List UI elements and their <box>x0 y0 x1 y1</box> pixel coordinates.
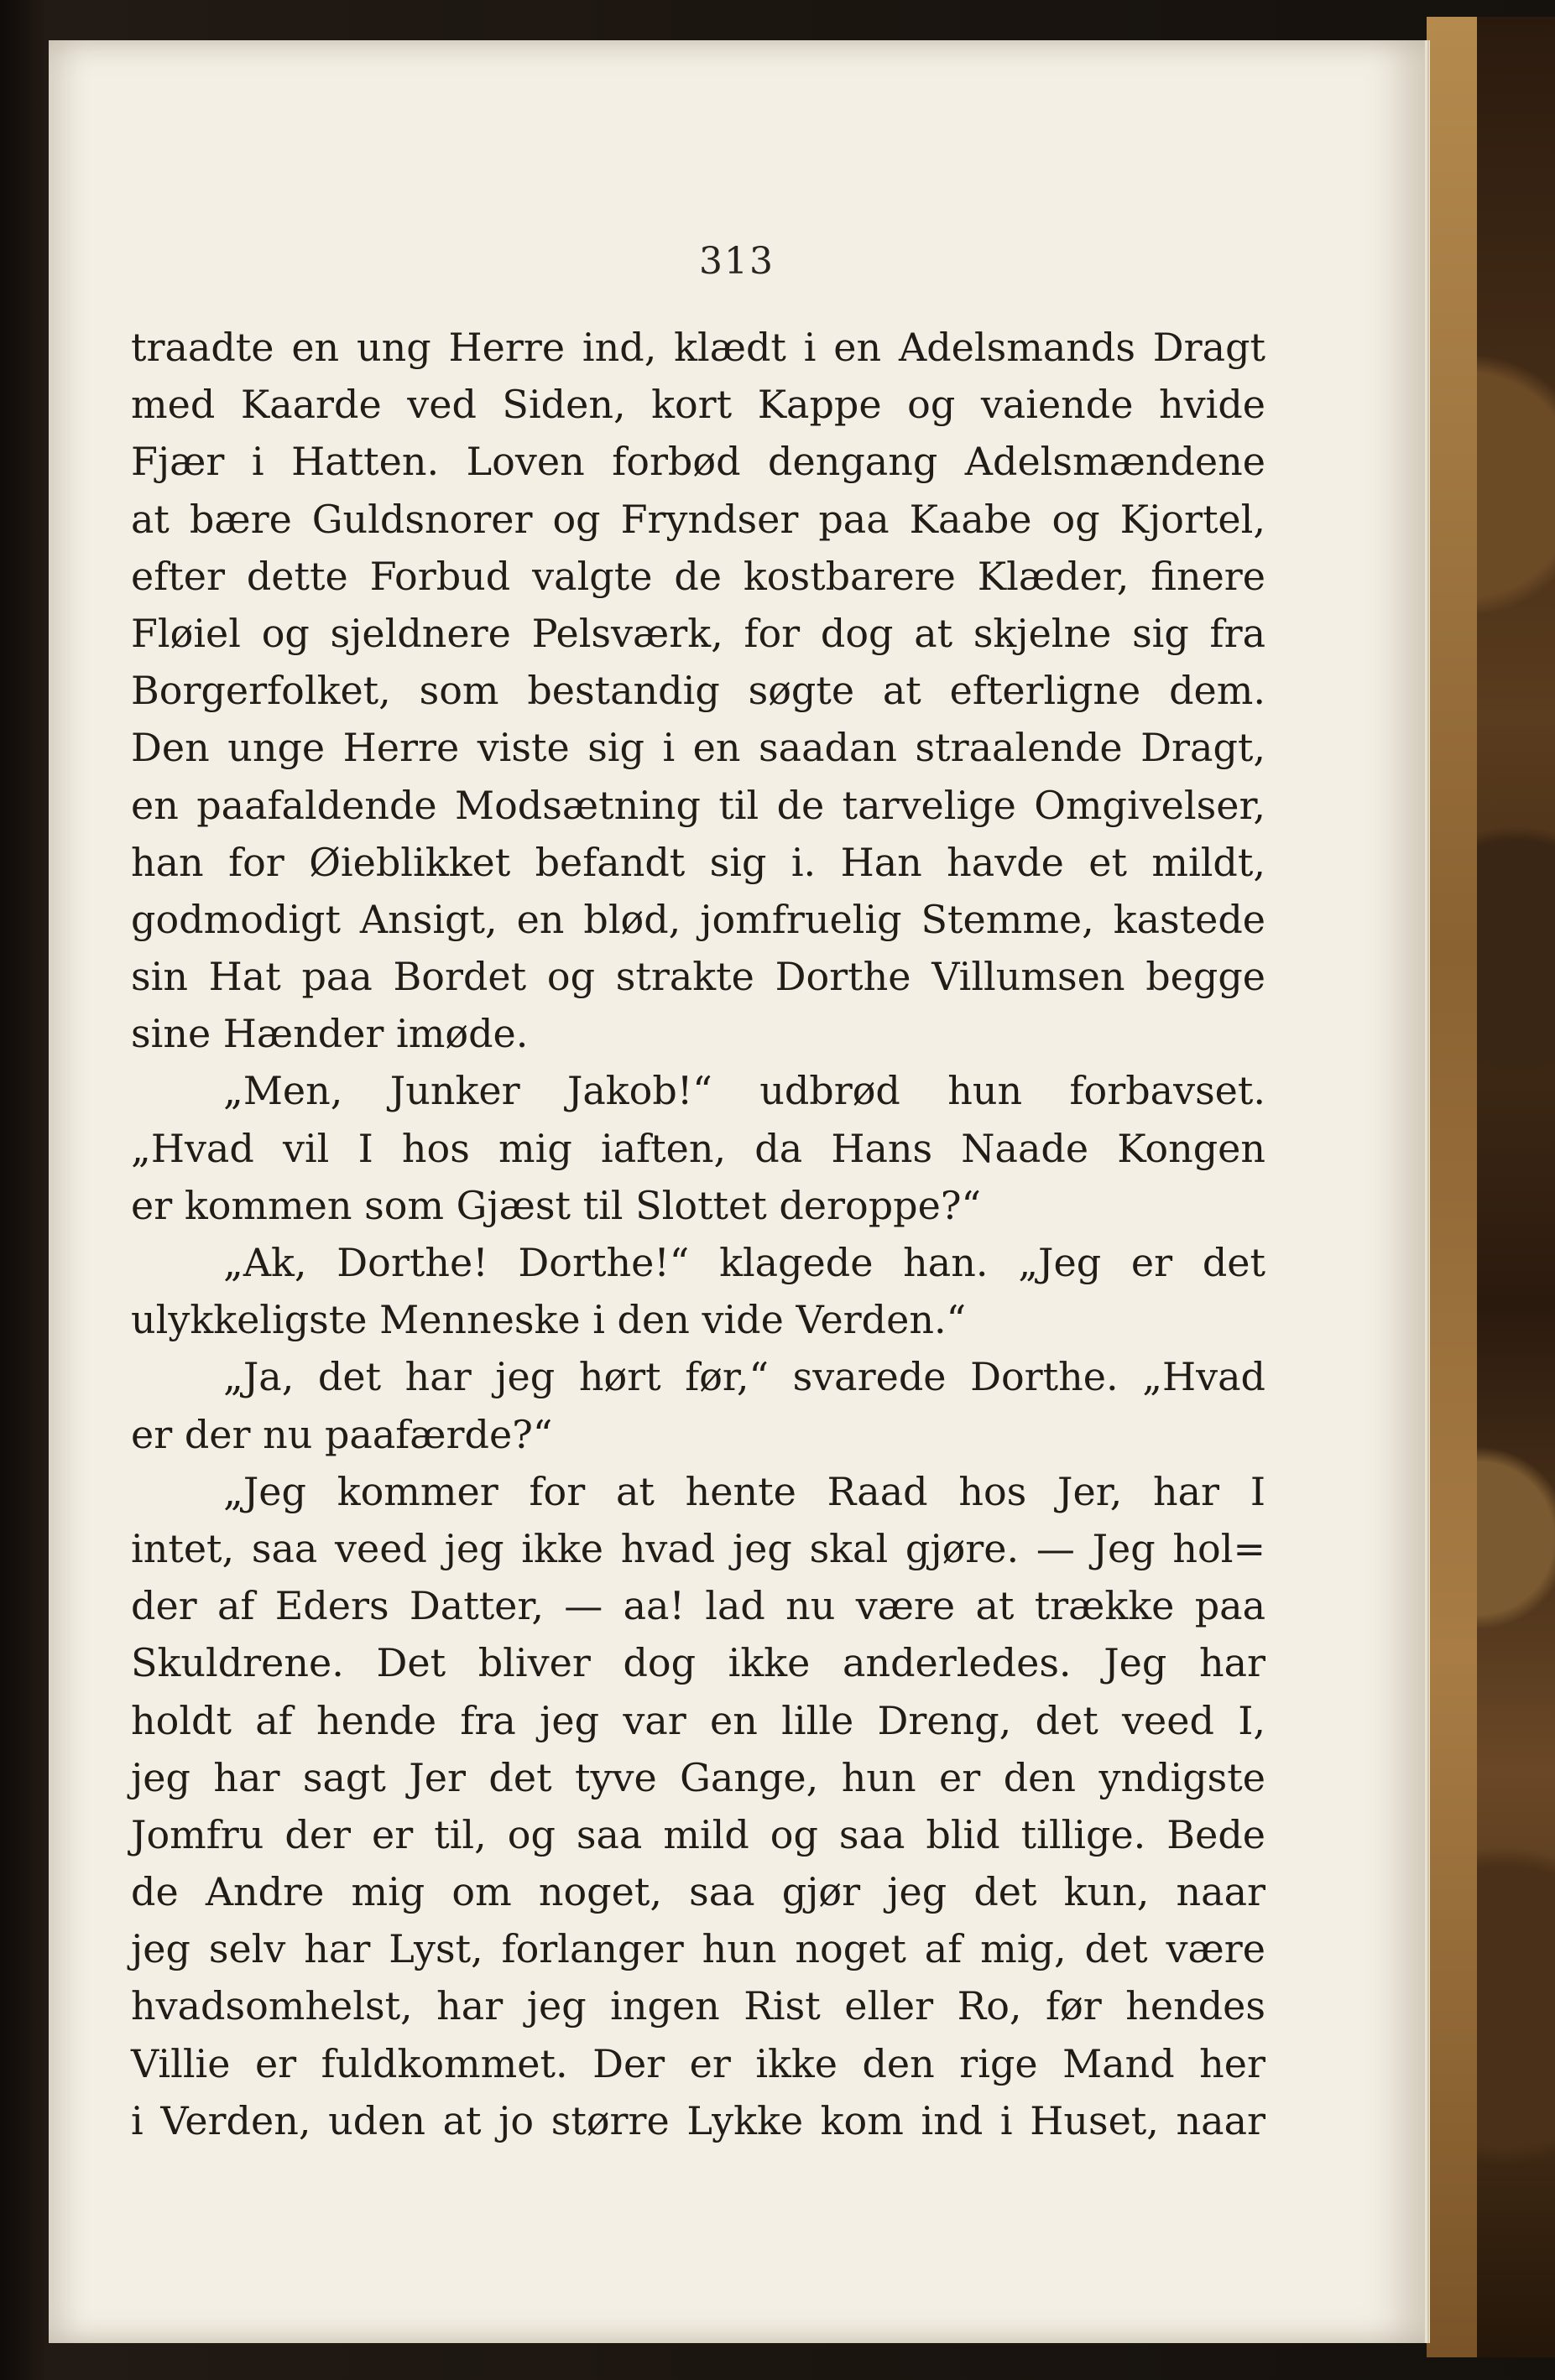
text-line: „Ja, det har jeg hørt før,“ svarede Dorthe. „Hvad <box>223 1354 1265 1400</box>
text-line: Jomfru der er til, og saa mild og saa blid tillige. Bede <box>131 1811 1265 1857</box>
text-line: jeg selv har Lyst, forlanger hun noget af mig, det være <box>131 1926 1265 1972</box>
text-line: i Verden, uden at jo større Lykke kom ind i Huset, naar <box>131 2097 1265 2143</box>
text-line: de Andre mig om noget, saa gjør jeg det kun, naar <box>131 1869 1265 1915</box>
text-line: ulykkeligste Menneske i den vide Verden.“ <box>131 1297 967 1343</box>
text-line: jeg har sagt Jer det tyve Gange, hun er den yndigste <box>131 1754 1265 1800</box>
text-line: efter dette Forbud valgte de kostbarere Klæder, finere <box>131 553 1265 599</box>
text-line: Den unge Herre viste sig i en saadan straalende Dragt, <box>131 725 1265 771</box>
text-line: at bære Guldsnorer og Fryndser paa Kaabe og Kjortel, <box>131 496 1265 542</box>
text-line: traadte en ung Herre ind, klædt i en Adelsmands Dragt <box>131 325 1265 370</box>
text-line: „Jeg kommer for at hente Raad hos Jer, har I <box>223 1468 1265 1514</box>
text-line: intet, saa veed jeg ikke hvad jeg skal gjøre. — Jeg hol= <box>131 1525 1265 1571</box>
text-line: holdt af hende fra jeg var en lille Dreng, det veed I, <box>131 1697 1265 1743</box>
text-line: hvadsomhelst, har jeg ingen Rist eller Ro, før hendes <box>131 1983 1265 2029</box>
text-line: med Kaarde ved Siden, kort Kappe og vaiende hvide <box>131 382 1265 428</box>
text-line: er kommen som Gjæst til Slottet deroppe?“ <box>131 1182 982 1228</box>
text-line: sine Hænder imøde. <box>131 1011 529 1057</box>
book-page <box>49 40 1425 2343</box>
text-line: er der nu paafærde?“ <box>131 1411 553 1457</box>
text-line: godmodigt Ansigt, en blød, jomfruelig Stemme, kastede <box>131 896 1265 942</box>
text-line: „Men, Junker Jakob!“ udbrød hun forbavset. <box>223 1068 1265 1114</box>
text-line: „Ak, Dorthe! Dorthe!“ klagede han. „Jeg er det <box>223 1240 1265 1285</box>
text-line: der af Eders Datter, — aa! lad nu være at trække paa <box>131 1583 1265 1629</box>
text-line: han for Øieblikket befandt sig i. Han havde et mildt, <box>131 839 1265 885</box>
text-line: en paafaldende Modsætning til de tarvelige Omgivelser, <box>131 782 1265 828</box>
text-line: sin Hat paa Bordet og strakte Dorthe Villumsen begge <box>131 954 1265 1000</box>
text-line: Villie er fuldkommet. Der er ikke den rige Mand her <box>131 2040 1265 2086</box>
text-line: „Hvad vil I hos mig iaften, da Hans Naade Kongen <box>131 1125 1265 1171</box>
text-line: Fjær i Hatten. Loven forbød dengang Adelsmændene <box>131 439 1265 485</box>
page-number: 313 <box>699 240 775 283</box>
text-line: Fløiel og sjeldnere Pelsværk, for dog at skjelne sig fra <box>131 610 1265 656</box>
text-line: Skuldrene. Det bliver dog ikke anderledes. Jeg har <box>131 1640 1265 1686</box>
leather-binding-edge <box>1427 17 1477 2357</box>
body-text <box>131 319 1265 2149</box>
text-line: Borgerfolket, som bestandig søgte at efterligne dem. <box>131 668 1265 714</box>
